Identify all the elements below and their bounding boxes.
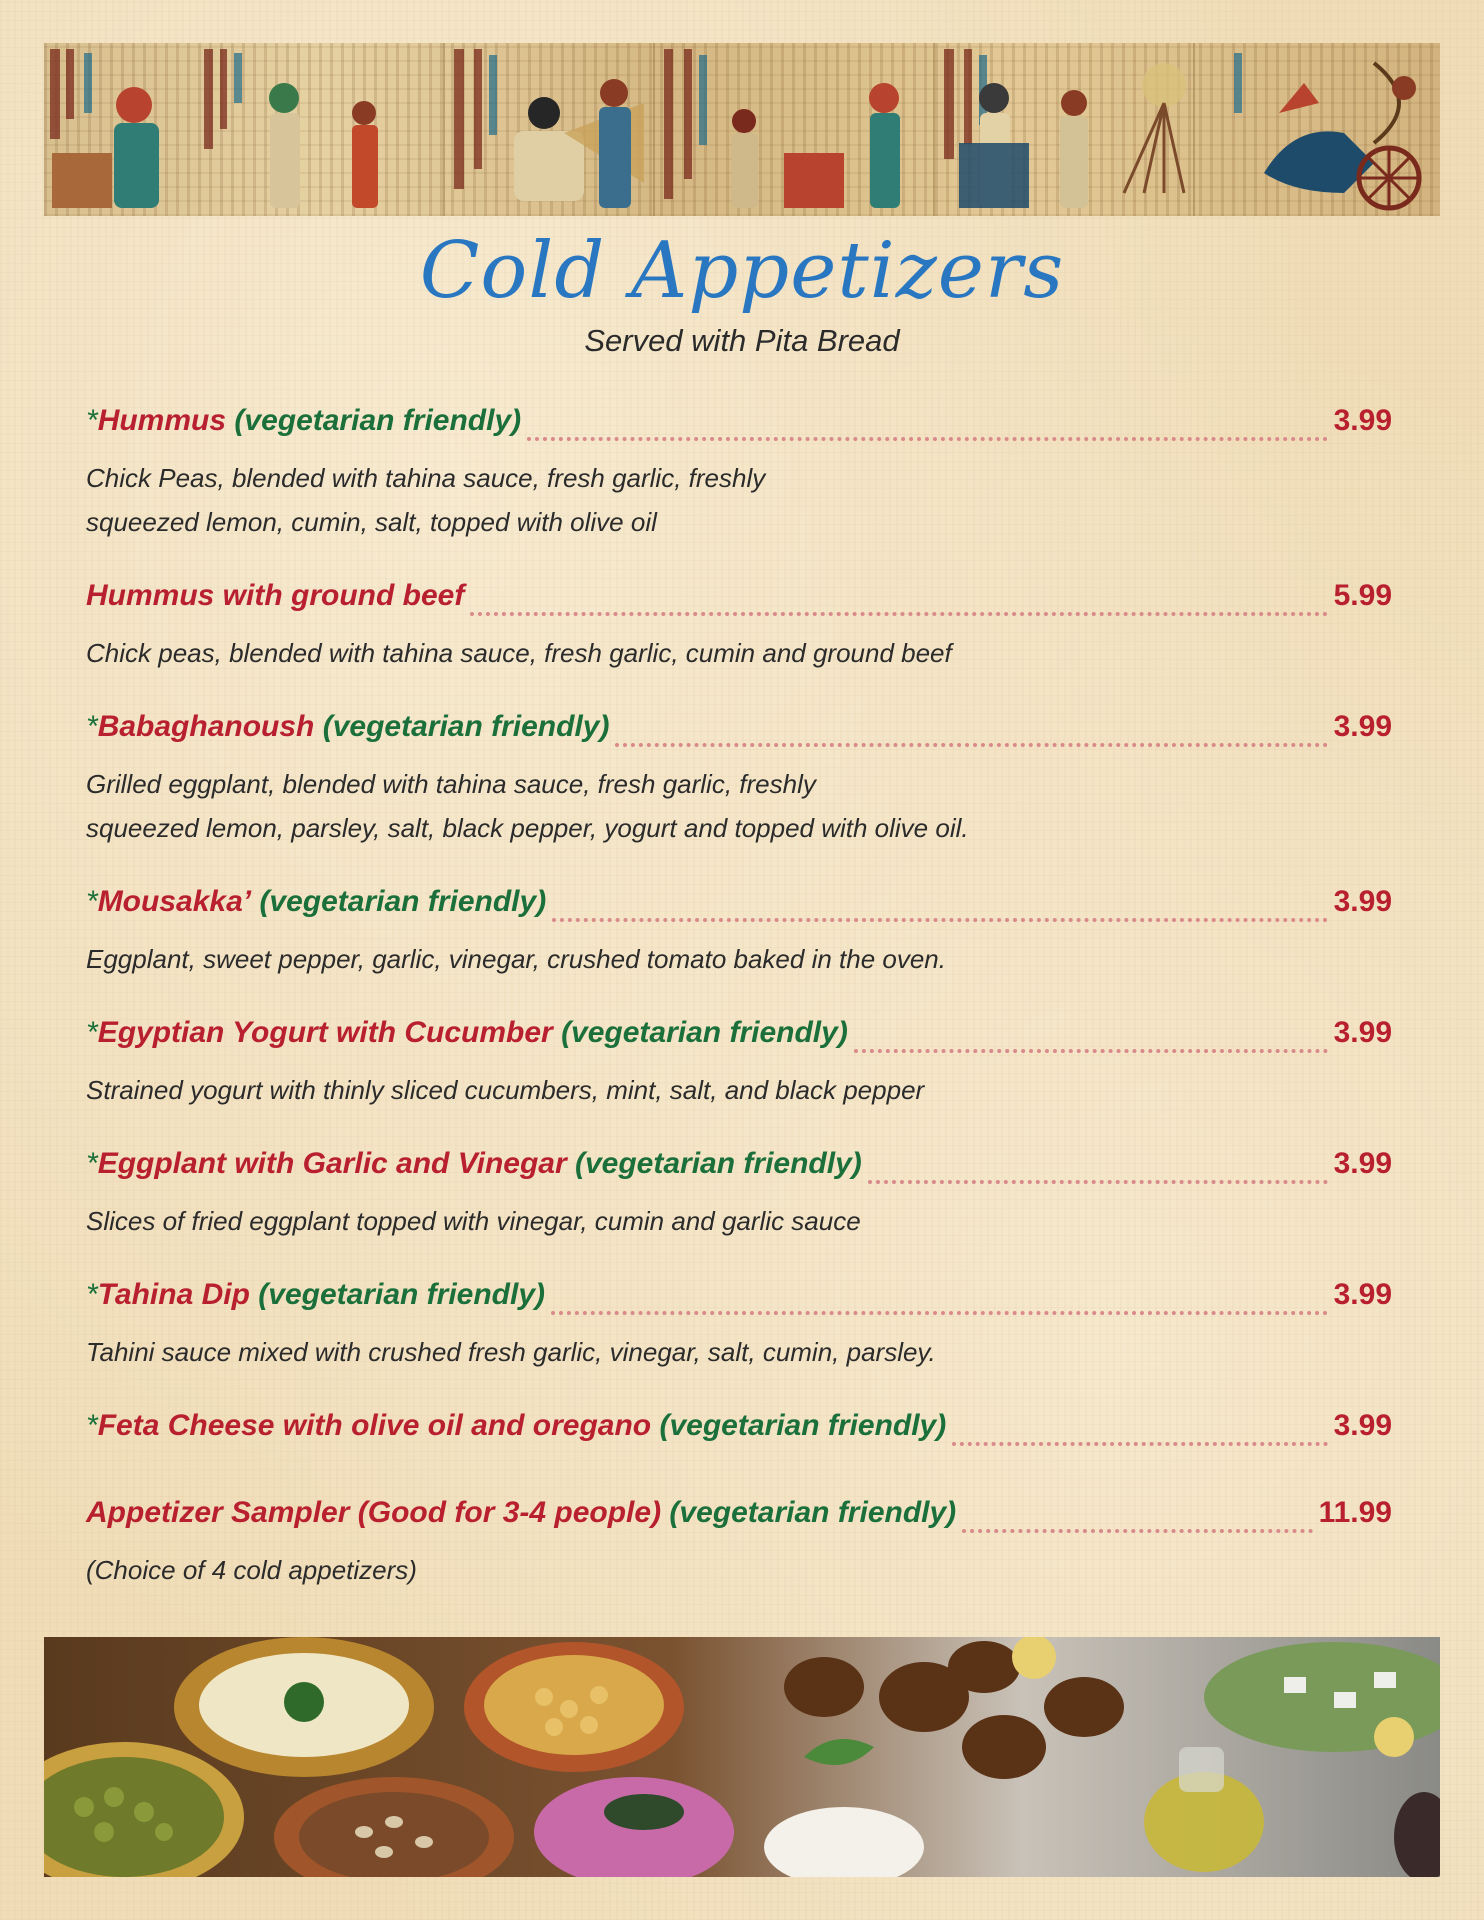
menu-item-hummus — [86, 404, 1392, 579]
item-description: squeezed lemon, parsley, salt, black pepper, yogurt and topped with olive oil. — [86, 813, 969, 843]
menu-item-feta-cheese — [86, 1409, 1392, 1496]
dotted-leader — [615, 743, 1327, 747]
item-name: Feta Cheese with olive oil and oregano — [97, 1409, 652, 1442]
dotted-leader — [868, 1180, 1328, 1184]
item-price: 3.99 — [1333, 710, 1392, 743]
page-subtitle: Served with Pita Bread — [584, 323, 900, 358]
item-price: 3.99 — [1333, 1409, 1392, 1442]
item-description: Grilled eggplant, blended with tahina sauce, fresh garlic, freshly — [86, 769, 816, 799]
item-price: 3.99 — [1333, 1147, 1392, 1180]
menu-item-appetizer-sampler — [86, 1496, 1392, 1592]
item-description: Slices of fried eggplant topped with vinegar, cumin and garlic sauce — [86, 1206, 861, 1236]
vegetarian-tag: (vegetarian friendly) — [259, 885, 547, 918]
menu-item-egyptian-yogurt — [86, 1016, 1392, 1147]
item-name: Egyptian Yogurt with Cucumber — [97, 1016, 553, 1049]
vegetarian-tag: (vegetarian friendly) — [322, 710, 610, 743]
vegetarian-tag: (vegetarian friendly) — [575, 1147, 862, 1180]
vegetarian-tag: (vegetarian friendly) — [234, 404, 522, 437]
item-name: Hummus — [97, 404, 227, 437]
item-description: squeezed lemon, cumin, salt, topped with olive oil — [86, 507, 657, 537]
vegetarian-star: * — [86, 885, 98, 918]
dotted-leader — [551, 1311, 1328, 1315]
menu-item-eggplant-garlic — [86, 1147, 1392, 1278]
item-name: Babaghanoush — [97, 710, 315, 743]
item-price: 3.99 — [1333, 885, 1392, 918]
item-price: 3.99 — [1333, 1278, 1392, 1311]
vegetarian-tag: (vegetarian friendly) — [561, 1016, 848, 1049]
menu-item-hummus-beef — [86, 579, 1392, 710]
item-description: (Choice of 4 cold appetizers) — [86, 1555, 417, 1585]
item-price: 11.99 — [1318, 1496, 1392, 1529]
page-title: Cold Appetizers — [419, 226, 1065, 316]
vegetarian-star: * — [86, 1278, 98, 1311]
item-description: Strained yogurt with thinly sliced cucumbers, mint, salt, and black pepper — [86, 1075, 925, 1105]
item-name: Appetizer Sampler (Good for 3-4 people) — [86, 1496, 662, 1529]
vegetarian-star: * — [86, 710, 98, 743]
papyrus-banner-image — [44, 43, 1440, 216]
item-description: Eggplant, sweet pepper, garlic, vinegar, crushed tomato baked in the oven. — [86, 944, 946, 974]
menu-item-mousakka — [86, 885, 1392, 1016]
dotted-leader — [527, 437, 1327, 441]
vegetarian-star: * — [86, 1409, 98, 1442]
vegetarian-star: * — [86, 1016, 98, 1049]
item-name: Mousakka’ — [97, 885, 252, 918]
vegetarian-star: * — [86, 1147, 98, 1180]
item-price: 3.99 — [1333, 1016, 1392, 1049]
item-name: Tahina Dip — [97, 1278, 250, 1311]
dotted-leader — [952, 1442, 1327, 1446]
item-description: Tahini sauce mixed with crushed fresh garlic, vinegar, salt, cumin, parsley. — [86, 1337, 936, 1367]
vegetarian-tag: (vegetarian friendly) — [258, 1278, 546, 1311]
item-name: Eggplant with Garlic and Vinegar — [97, 1147, 567, 1180]
vegetarian-star: * — [86, 404, 98, 437]
item-price: 5.99 — [1333, 579, 1392, 612]
item-price: 3.99 — [1333, 404, 1392, 437]
dotted-leader — [854, 1049, 1328, 1053]
vegetarian-tag: (vegetarian friendly) — [659, 1409, 947, 1442]
menu-item-tahina-dip — [86, 1278, 1392, 1409]
item-description: Chick peas, blended with tahina sauce, fresh garlic, cumin and ground beef — [86, 638, 952, 668]
menu-list — [86, 404, 1392, 1592]
vegetarian-tag: (vegetarian friendly) — [669, 1496, 957, 1529]
item-description: Chick Peas, blended with tahina sauce, fresh garlic, freshly — [86, 463, 766, 493]
menu-item-babaghanoush — [86, 710, 1392, 885]
dotted-leader — [552, 918, 1327, 922]
dotted-leader — [470, 612, 1327, 616]
item-name: Hummus with ground beef — [86, 579, 465, 612]
dotted-leader — [962, 1529, 1312, 1533]
food-photo-image — [44, 1637, 1440, 1877]
